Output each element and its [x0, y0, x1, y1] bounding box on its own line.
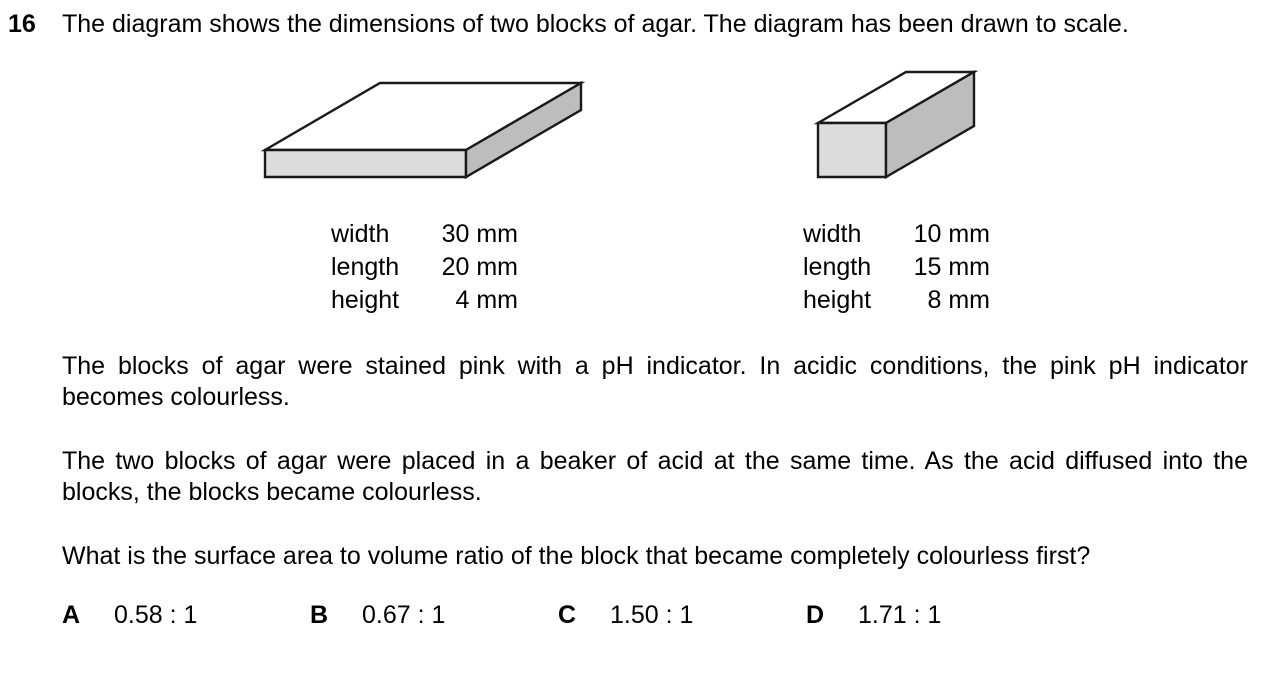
dimension-value: 30 mm — [441, 220, 518, 248]
agar-block-2 — [818, 72, 974, 177]
dimension-label: width — [803, 220, 862, 248]
option-d[interactable] — [806, 598, 942, 632]
option-letter: A — [62, 601, 81, 629]
paragraph-acid-diffusion: The two blocks of agar were placed in a beaker of acid at the same time. As the acid diffused into the blocks, the blocks became colourless. — [62, 447, 1248, 506]
option-text: 1.50 : 1 — [610, 601, 694, 629]
option-letter: B — [310, 601, 329, 629]
dimension-label: length — [803, 253, 872, 281]
answer-options — [0, 598, 1265, 632]
paragraph-ph-indicator: The blocks of agar were stained pink with a pH indicator. In acidic conditions, the pink pH indicator becomes colourless. — [62, 352, 1248, 411]
dimension-value: 15 mm — [913, 253, 990, 281]
dimension-value: 8 mm — [927, 286, 990, 314]
dimension-row — [803, 251, 990, 284]
agar-blocks-diagram — [0, 0, 1265, 200]
dimension-label: width — [331, 220, 390, 248]
dimension-label: height — [331, 286, 400, 314]
dimension-label: height — [803, 286, 872, 314]
block-1-dimensions — [331, 218, 518, 317]
option-letter: C — [558, 601, 577, 629]
dimension-value: 10 mm — [913, 220, 990, 248]
dimension-row — [331, 284, 518, 317]
dimension-row — [331, 218, 518, 251]
option-text: 1.71 : 1 — [858, 601, 942, 629]
question-prompt: What is the surface area to volume ratio of the block that became completely colourless first? — [62, 542, 1091, 570]
agar-block-1 — [265, 83, 581, 177]
option-a[interactable] — [62, 598, 198, 632]
option-letter: D — [806, 601, 825, 629]
dimension-row — [331, 251, 518, 284]
dimension-row — [803, 218, 990, 251]
option-text: 0.58 : 1 — [114, 601, 198, 629]
question-stem: The diagram shows the dimensions of two blocks of agar. The diagram has been drawn to scale. — [62, 10, 1129, 38]
block-1-front-face — [265, 150, 466, 177]
option-b[interactable] — [310, 598, 446, 632]
dimension-value: 20 mm — [441, 253, 518, 281]
dimension-label: length — [331, 253, 400, 281]
option-c[interactable] — [558, 598, 694, 632]
block-2-dimensions — [803, 218, 990, 317]
question-number: 16 — [8, 10, 36, 38]
option-text: 0.67 : 1 — [362, 601, 446, 629]
block-2-front-face — [818, 123, 886, 177]
dimension-row — [803, 284, 990, 317]
dimension-value: 4 mm — [455, 286, 518, 314]
